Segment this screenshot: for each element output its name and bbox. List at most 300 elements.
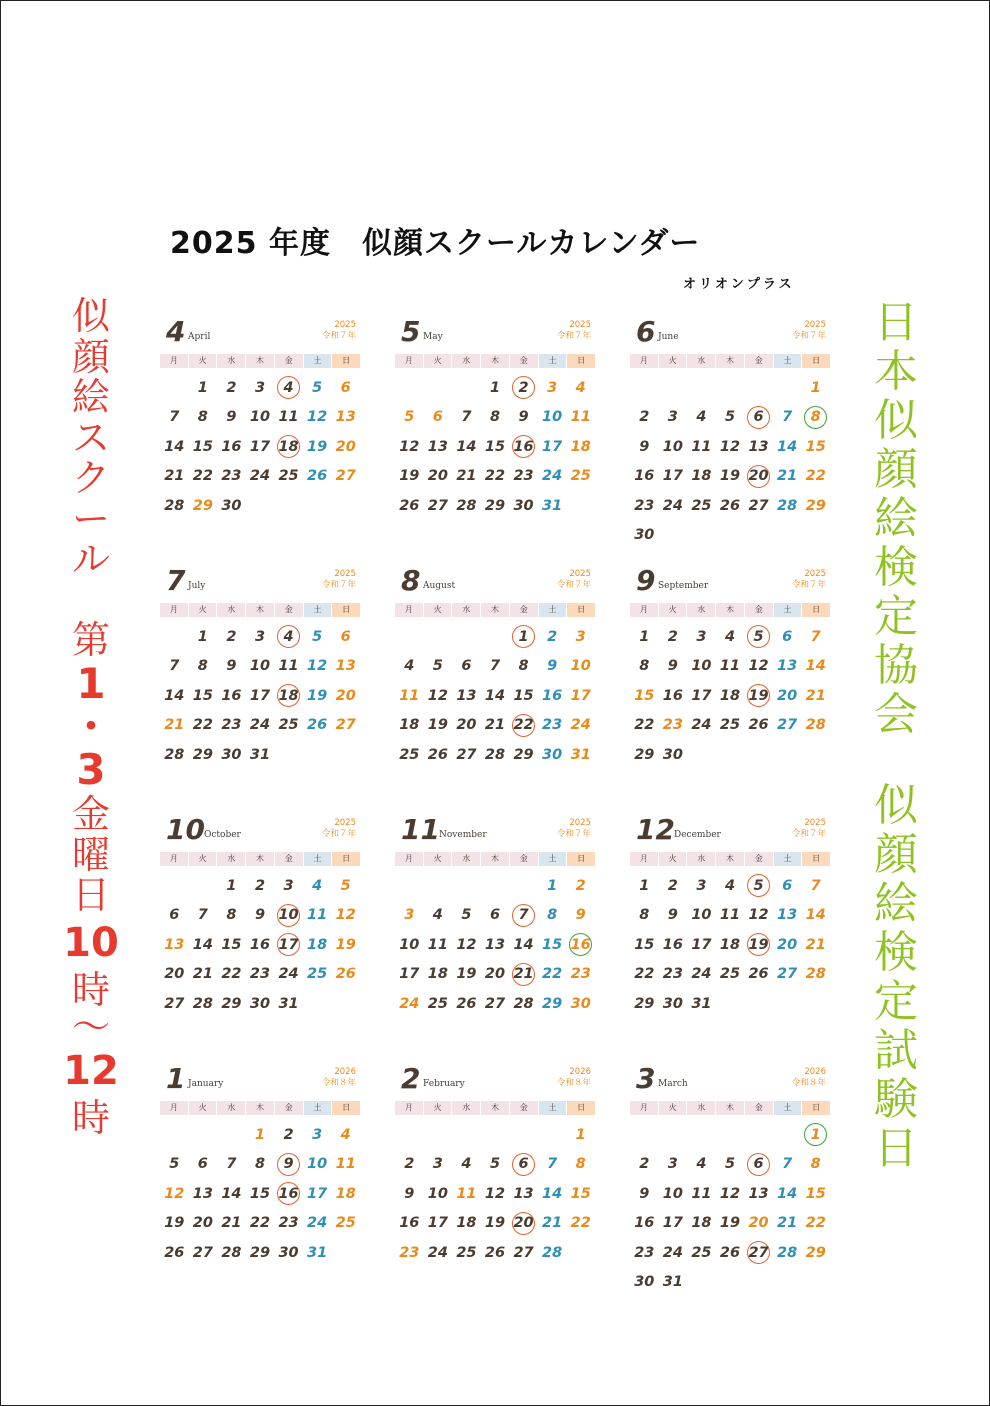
calendar-day xyxy=(687,1209,716,1239)
calendar-day xyxy=(481,960,510,990)
weekday-header-row xyxy=(160,354,360,368)
day-number: 11 xyxy=(691,438,712,455)
day-number: 25 xyxy=(719,717,741,734)
calendar-day xyxy=(303,711,332,741)
day-number: 26 xyxy=(484,1244,506,1261)
day-number: 15 xyxy=(542,936,563,953)
day-number: 27 xyxy=(456,746,477,763)
weekday-label: 土 xyxy=(304,852,332,866)
day-number: 31 xyxy=(542,497,563,514)
day-number: 24 xyxy=(249,717,271,734)
calendar-day xyxy=(716,711,745,741)
day-number: 23 xyxy=(249,966,271,983)
weekday-label: 月 xyxy=(630,852,658,866)
day-number: 7 xyxy=(512,904,535,927)
calendar-day xyxy=(481,901,510,931)
calendar-day xyxy=(481,681,510,711)
month-header xyxy=(160,314,360,354)
day-number: 16 xyxy=(399,1215,420,1232)
day-number: 13 xyxy=(484,936,506,953)
weekday-char: 金 xyxy=(71,792,110,836)
empty-cell xyxy=(452,373,481,403)
calendar-day xyxy=(687,871,716,901)
day-number: 10 xyxy=(427,1185,448,1202)
day-number: 12 xyxy=(719,438,741,455)
calendar-day xyxy=(630,403,659,433)
calendar-day xyxy=(160,432,189,462)
calendar-day xyxy=(687,491,716,521)
calendar-day xyxy=(773,462,802,492)
calendar-day xyxy=(395,740,424,770)
calendar-day xyxy=(659,491,688,521)
weekday-label: 土 xyxy=(304,354,332,368)
weekday-label: 木 xyxy=(481,354,509,368)
day-number: 22 xyxy=(221,966,242,983)
day-number: 24 xyxy=(542,468,563,485)
calendar-day xyxy=(189,711,218,741)
calendar-day xyxy=(630,491,659,521)
day-number: 8 xyxy=(197,409,208,426)
month-number: 4 xyxy=(166,315,186,348)
weekday-label: 木 xyxy=(246,603,274,617)
start-hour: 10 xyxy=(63,919,119,966)
calendar-day xyxy=(659,930,688,960)
day-number: 11 xyxy=(691,1185,712,1202)
weekday-label: 金 xyxy=(510,603,538,617)
day-number: 25 xyxy=(456,1244,477,1261)
empty-cell xyxy=(424,373,453,403)
day-number: 9 xyxy=(277,1153,300,1176)
calendar-day xyxy=(687,711,716,741)
calendar-day xyxy=(773,1179,802,1209)
weekday-header-row xyxy=(630,603,830,617)
exam-char: 検 xyxy=(874,927,918,978)
calendar-day xyxy=(481,491,510,521)
calendar-day xyxy=(538,373,567,403)
weekday-label: 金 xyxy=(510,852,538,866)
day-number: 27 xyxy=(513,1244,534,1261)
calendar-day xyxy=(801,871,830,901)
calendar-day xyxy=(246,989,275,1019)
year-western: 2025 xyxy=(334,320,356,330)
month-calendar xyxy=(160,314,360,546)
day-number: 23 xyxy=(221,717,242,734)
day-number: 10 xyxy=(307,1156,328,1173)
day-grid xyxy=(630,622,830,770)
weekday-label: 金 xyxy=(510,1101,538,1115)
calendar-day xyxy=(246,622,275,652)
day-number: 13 xyxy=(777,658,798,675)
day-number: 3 xyxy=(696,877,707,894)
calendar-day xyxy=(481,652,510,682)
calendar-day xyxy=(716,901,745,931)
day-grid xyxy=(395,871,595,1019)
calendar-day xyxy=(509,491,538,521)
day-number: 10 xyxy=(249,658,271,675)
school-char: 絵 xyxy=(71,375,110,419)
day-grid xyxy=(395,1120,595,1268)
day-number: 6 xyxy=(782,877,793,894)
day-number: 11 xyxy=(427,936,448,953)
day-number: 30 xyxy=(513,497,534,514)
calendar-day xyxy=(773,871,802,901)
day-number: 16 xyxy=(249,936,271,953)
calendar-day xyxy=(538,462,567,492)
calendar-day xyxy=(217,491,246,521)
day-number: 10 xyxy=(277,904,300,927)
calendar-day xyxy=(331,681,360,711)
day-number: 6 xyxy=(169,907,180,924)
day-number: 18 xyxy=(719,936,741,953)
day-number: 12 xyxy=(164,1185,185,1202)
calendar-day xyxy=(481,740,510,770)
calendar-day xyxy=(331,1120,360,1150)
month-number: 5 xyxy=(401,315,421,348)
calendar-day xyxy=(424,711,453,741)
weekday-label: 月 xyxy=(160,852,188,866)
day-number: 18 xyxy=(277,435,300,458)
calendar-day xyxy=(630,652,659,682)
empty-cell xyxy=(773,1120,802,1150)
calendar-day xyxy=(395,681,424,711)
weekday-header-row xyxy=(160,852,360,866)
calendar-day xyxy=(160,1150,189,1180)
calendar-day xyxy=(538,1238,567,1268)
calendar-day xyxy=(773,960,802,990)
day-number: 7 xyxy=(489,658,501,675)
calendar-day xyxy=(160,1209,189,1239)
day-number: 27 xyxy=(164,995,185,1012)
weekday-label: 火 xyxy=(659,354,687,368)
empty-cell xyxy=(160,373,189,403)
day-number: 25 xyxy=(691,1244,712,1261)
calendar-day xyxy=(716,1209,745,1239)
day-number: 20 xyxy=(748,1215,769,1232)
empty-cell xyxy=(452,622,481,652)
day-number: 9 xyxy=(404,1185,415,1202)
association-char: 顔 xyxy=(874,444,918,495)
calendar-day xyxy=(566,740,595,770)
day-number: 30 xyxy=(249,995,271,1012)
calendar-day xyxy=(630,930,659,960)
day-number: 17 xyxy=(662,468,683,485)
calendar-day xyxy=(481,989,510,1019)
year-japanese-era: 令和７年 xyxy=(556,331,591,341)
calendar-day xyxy=(773,930,802,960)
year-western: 2025 xyxy=(334,569,356,579)
weekday-label: 土 xyxy=(539,603,567,617)
day-number: 12 xyxy=(399,438,420,455)
calendar-day xyxy=(566,960,595,990)
day-number: 9 xyxy=(547,658,558,675)
day-number: 24 xyxy=(662,1244,683,1261)
weekday-label: 日 xyxy=(332,852,360,866)
calendar-day xyxy=(716,652,745,682)
school-char: 顔 xyxy=(71,334,110,379)
calendar-day xyxy=(246,373,275,403)
calendar-day xyxy=(630,622,659,652)
calendar-day xyxy=(395,491,424,521)
day-number: 1 xyxy=(547,877,558,894)
calendar-day xyxy=(566,681,595,711)
calendar-day xyxy=(716,462,745,492)
calendar-day xyxy=(538,871,567,901)
exam-char: 定 xyxy=(874,976,918,1027)
weekday-label: 水 xyxy=(452,1101,480,1115)
day-number: 27 xyxy=(427,497,448,514)
day-number: 30 xyxy=(662,746,683,763)
day-number: 24 xyxy=(307,1215,328,1232)
day-number: 22 xyxy=(484,468,506,485)
calendar-day xyxy=(189,462,218,492)
calendar-day xyxy=(801,960,830,990)
day-number: 27 xyxy=(484,995,506,1012)
day-number: 8 xyxy=(575,1156,586,1173)
calendar-day xyxy=(217,432,246,462)
calendar-day xyxy=(659,1268,688,1298)
calendar-day xyxy=(331,403,360,433)
association-char: 検 xyxy=(874,542,918,593)
calendar-day xyxy=(773,1238,802,1268)
calendar-day xyxy=(566,652,595,682)
month-header xyxy=(160,1061,360,1101)
day-number: 24 xyxy=(427,1244,448,1261)
empty-cell xyxy=(217,1120,246,1150)
weekday-label: 金 xyxy=(745,354,773,368)
calendar-day xyxy=(331,373,360,403)
school-day xyxy=(274,373,303,403)
calendar-day xyxy=(481,1238,510,1268)
calendar-day xyxy=(801,462,830,492)
day-number: 13 xyxy=(748,438,769,455)
calendar-day xyxy=(481,1150,510,1180)
day-number: 26 xyxy=(335,966,356,983)
day-number: 20 xyxy=(777,936,798,953)
day-number: 19 xyxy=(747,933,770,956)
day-number: 28 xyxy=(805,717,826,734)
day-number: 15 xyxy=(634,936,655,953)
calendar-day xyxy=(659,403,688,433)
calendar-day xyxy=(303,622,332,652)
day-number: 22 xyxy=(805,1215,826,1232)
day-number: 30 xyxy=(278,1244,299,1261)
weekday-label: 木 xyxy=(716,1101,744,1115)
calendar-day xyxy=(659,960,688,990)
calendar-day xyxy=(744,491,773,521)
day-number: 1 xyxy=(197,379,208,396)
month-year xyxy=(322,320,356,342)
calendar-day xyxy=(538,901,567,931)
day-number: 7 xyxy=(169,658,180,675)
day-number: 7 xyxy=(226,1156,237,1173)
calendar-day xyxy=(566,1179,595,1209)
calendar-day xyxy=(801,432,830,462)
day-number: 21 xyxy=(777,1215,798,1232)
calendar-day xyxy=(331,711,360,741)
calendar-day xyxy=(395,652,424,682)
day-number: 2 xyxy=(639,409,650,426)
calendar-day xyxy=(538,1150,567,1180)
day-number: 22 xyxy=(512,714,535,737)
school-day xyxy=(744,930,773,960)
day-number: 30 xyxy=(570,995,591,1012)
day-number: 2 xyxy=(547,628,558,645)
day-number: 20 xyxy=(512,1212,535,1235)
weekday-header-row xyxy=(160,1101,360,1115)
weekday-label: 火 xyxy=(189,852,217,866)
calendar-day xyxy=(509,930,538,960)
calendar-day xyxy=(303,1209,332,1239)
school-char: ル xyxy=(71,537,110,581)
exam-char: 似 xyxy=(874,780,918,831)
day-number: 4 xyxy=(312,877,323,894)
day-number: 23 xyxy=(662,966,683,983)
month-calendar xyxy=(630,1061,830,1293)
day-number: 4 xyxy=(277,625,300,648)
day-number: 7 xyxy=(810,877,821,894)
day-number: 12 xyxy=(427,687,448,704)
calendar-day xyxy=(160,740,189,770)
weekday-label: 月 xyxy=(160,1101,188,1115)
calendar-day xyxy=(217,901,246,931)
day-number: 1 xyxy=(226,877,237,894)
weekday-label: 日 xyxy=(567,852,595,866)
weekday-label: 月 xyxy=(630,354,658,368)
day-number: 16 xyxy=(634,468,655,485)
year-western: 2026 xyxy=(569,1067,591,1077)
empty-cell xyxy=(538,1120,567,1150)
weekday-label: 水 xyxy=(217,852,245,866)
calendar-day xyxy=(801,901,830,931)
calendar-day xyxy=(566,901,595,931)
calendar-day xyxy=(395,930,424,960)
day-number: 6 xyxy=(461,658,472,675)
day-number: 15 xyxy=(484,438,506,455)
day-number: 2 xyxy=(667,628,678,645)
calendar-day xyxy=(246,1209,275,1239)
day-number: 15 xyxy=(634,687,655,704)
day-number: 27 xyxy=(777,966,798,983)
year-japanese-era: 令和７年 xyxy=(791,580,826,590)
calendar-day xyxy=(395,960,424,990)
weekday-label: 木 xyxy=(246,1101,274,1115)
calendar-day xyxy=(509,681,538,711)
calendar-day xyxy=(566,989,595,1019)
month-year xyxy=(792,818,826,840)
calendar-day xyxy=(566,622,595,652)
calendar-day xyxy=(566,1150,595,1180)
day-number: 15 xyxy=(221,936,242,953)
school-day xyxy=(274,622,303,652)
calendar-day xyxy=(566,373,595,403)
calendar-day xyxy=(659,711,688,741)
calendar-day xyxy=(659,652,688,682)
day-number: 30 xyxy=(221,746,242,763)
day-number: 28 xyxy=(192,995,213,1012)
calendar-day xyxy=(538,1179,567,1209)
weekday-label: 火 xyxy=(659,1101,687,1115)
day-number: 25 xyxy=(719,966,741,983)
day-number: 13 xyxy=(335,658,356,675)
year-japanese-era: 令和７年 xyxy=(556,580,591,590)
day-number: 7 xyxy=(547,1156,558,1173)
day-number: 27 xyxy=(335,468,356,485)
calendar-day xyxy=(687,622,716,652)
weekday-label: 月 xyxy=(630,603,658,617)
calendar-day xyxy=(331,1179,360,1209)
day-number: 23 xyxy=(513,468,534,485)
day-number: 6 xyxy=(197,1156,208,1173)
weekday-label: 火 xyxy=(424,852,452,866)
school-day xyxy=(744,681,773,711)
day-number: 11 xyxy=(335,1156,356,1173)
empty-cell xyxy=(160,871,189,901)
day-number: 20 xyxy=(192,1215,213,1232)
calendar-day xyxy=(481,1209,510,1239)
day-number: 9 xyxy=(639,1185,650,1202)
month-calendar xyxy=(630,563,830,795)
year-western: 2026 xyxy=(334,1067,356,1077)
calendar-day xyxy=(773,901,802,931)
day-number: 12 xyxy=(307,658,328,675)
day-number: 22 xyxy=(570,1215,591,1232)
school-day xyxy=(744,1238,773,1268)
school-day xyxy=(274,930,303,960)
weekday-label: 土 xyxy=(774,1101,802,1115)
calendar-day xyxy=(395,1179,424,1209)
day-number: 6 xyxy=(782,628,793,645)
day-number: 22 xyxy=(805,468,826,485)
day-number: 5 xyxy=(340,877,351,894)
day-number: 14 xyxy=(805,658,826,675)
day-number: 10 xyxy=(399,936,420,953)
calendar-day xyxy=(452,740,481,770)
empty-cell xyxy=(687,1120,716,1150)
day-grid xyxy=(630,1120,830,1297)
month-header xyxy=(630,563,830,603)
calendar-day xyxy=(246,432,275,462)
calendar-day xyxy=(538,740,567,770)
weekday-label: 水 xyxy=(217,1101,245,1115)
weekday-label: 土 xyxy=(304,603,332,617)
year-western: 2025 xyxy=(334,818,356,828)
day-number: 4 xyxy=(461,1156,472,1173)
day-number: 2 xyxy=(667,877,678,894)
day-number: 25 xyxy=(427,995,448,1012)
calendar-day xyxy=(246,1150,275,1180)
calendar-day xyxy=(452,462,481,492)
day-number: 31 xyxy=(278,995,299,1012)
calendar-day xyxy=(773,681,802,711)
calendar-day xyxy=(509,652,538,682)
day-number: 20 xyxy=(335,438,356,455)
school-day xyxy=(509,432,538,462)
month-number: 3 xyxy=(636,1062,656,1095)
calendar-day xyxy=(246,1120,275,1150)
empty-cell xyxy=(189,871,218,901)
calendar-day xyxy=(424,652,453,682)
calendar-day xyxy=(452,960,481,990)
day-number: 3 xyxy=(432,1156,443,1173)
day-number: 10 xyxy=(691,658,712,675)
calendar-day xyxy=(274,403,303,433)
weekday-label: 水 xyxy=(217,603,245,617)
day-number: 19 xyxy=(399,468,420,485)
month-name: April xyxy=(188,332,211,342)
day-number: 10 xyxy=(662,1185,683,1202)
calendar-day xyxy=(189,681,218,711)
day-number: 12 xyxy=(748,907,769,924)
